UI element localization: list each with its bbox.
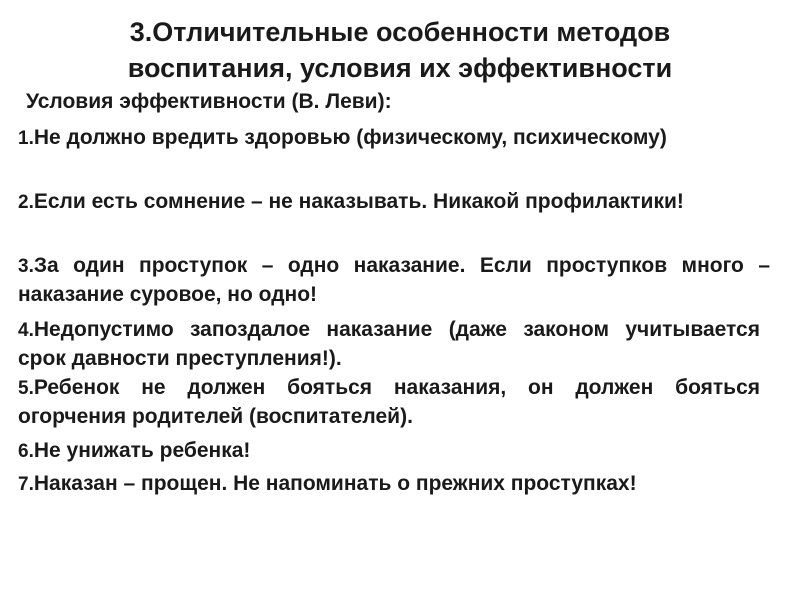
list-item-text: Ребенок не должен бояться наказания, он должен бояться огорчения родителей (воспитателей). [18, 376, 760, 428]
list-item-text: Наказан – прощен. Не напоминать о прежних проступках! [33, 472, 637, 495]
list-item-number: 5. [18, 378, 34, 399]
list-item-number: 6. [18, 441, 34, 462]
list-item-number: 2. [18, 192, 34, 213]
list-item-text: Не унижать ребенка! [33, 439, 251, 462]
list-item-text: Недопустимо запоздалое наказание (даже законом учитывается срок давности преступления!). [18, 318, 760, 370]
list-item-6 [18, 437, 770, 466]
list-item-4 [18, 316, 760, 373]
list-item-text: Если есть сомнение – не наказывать. Никакой профилактики! [33, 190, 684, 213]
list-item-number: 7. [18, 474, 34, 495]
list-item-2 [18, 188, 754, 217]
slide-title-line-1: 3.Отличительные особенности методов [129, 17, 671, 47]
list-item-1 [18, 124, 770, 153]
slide-title [40, 14, 760, 86]
list-item-7 [18, 470, 760, 499]
list-item-5 [18, 374, 760, 431]
list-item-3 [18, 252, 770, 309]
list-item-number: 1. [18, 128, 34, 149]
list-item-text: Не должно вредить здоровью (физическому, психическому) [33, 126, 667, 149]
slide-title-line-2: воспитания, условия их эффективности [127, 53, 673, 83]
list-item-number: 3. [18, 256, 34, 277]
list-item-text: За один проступок – одно наказание. Если проступков много – наказание суровое, но одно! [18, 254, 770, 306]
subtitle: Условия эффективности (В. Леви): [26, 90, 392, 113]
list-item-number: 4. [18, 320, 34, 341]
